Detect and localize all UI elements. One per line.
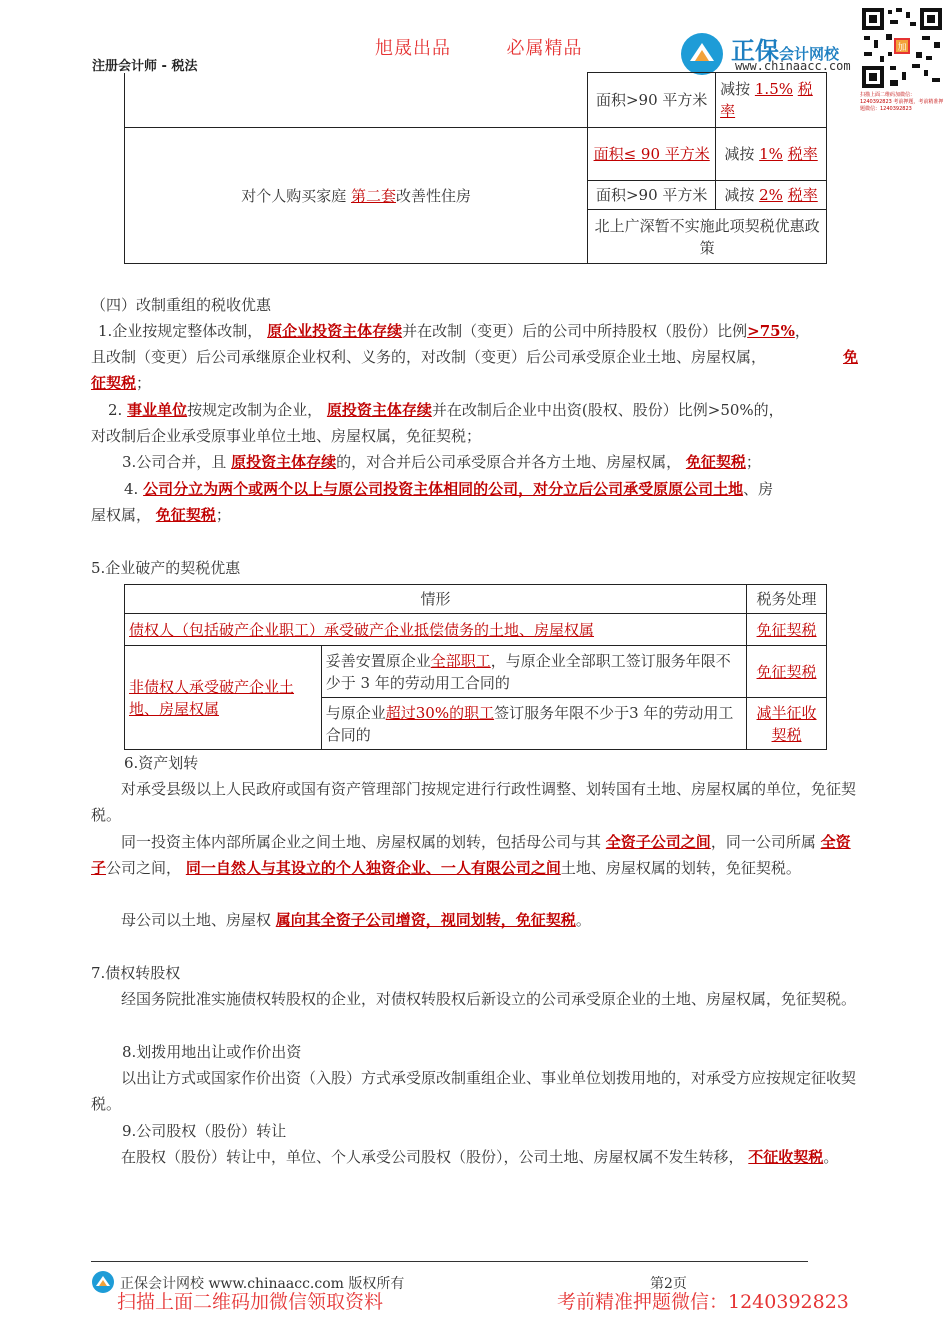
second-home-prefix: 对个人购买家庭 bbox=[241, 186, 347, 205]
paragraph: 以出让方式或国家作价出资（入股）方式承受原改制重组企业、事业单位划拨用地的，对承受方应按规定征收契税。 bbox=[91, 1069, 857, 1113]
column-header: 情形 bbox=[125, 585, 747, 614]
bankruptcy-deed-tax-table bbox=[124, 584, 827, 750]
tax-cell: 免征契税 bbox=[747, 614, 827, 646]
highlight-text: 全资子 bbox=[91, 833, 851, 877]
highlight-text: 属向其全资子公司增资，视同划转，免征契税 bbox=[275, 911, 576, 929]
rate-cell bbox=[716, 181, 827, 210]
rate-suffix: 税率 bbox=[720, 80, 813, 120]
qr-code-icon bbox=[860, 6, 944, 90]
section-heading: 8.划拨用地出让或作价出资 bbox=[122, 1043, 302, 1061]
highlight-text: 原企业投资主体存续 bbox=[267, 322, 403, 340]
logo-name: 正保 bbox=[731, 37, 779, 65]
section-heading: （四）改制重组的税收优惠 bbox=[91, 296, 272, 314]
paragraph: 经国务院批准实施债权转股权的企业，对债权转股权后新设立的公司承受原企业的土地、房屋权属，免征契税。 bbox=[121, 990, 857, 1008]
highlight-text: 全部职工 bbox=[430, 651, 491, 670]
paragraph-line: 屋权属， 免征契税； bbox=[91, 506, 231, 524]
second-home-label-cell bbox=[125, 128, 588, 264]
footer-divider bbox=[91, 1261, 808, 1262]
area-cell: 面积≤ 90 平方米 bbox=[588, 128, 716, 181]
rate-value: 1% bbox=[759, 145, 783, 163]
section-heading: 7.债权转股权 bbox=[91, 964, 181, 982]
logo-sub: 会计网校 bbox=[779, 45, 840, 63]
rate-cell bbox=[716, 73, 827, 128]
qr-center-text: 加 bbox=[897, 43, 907, 53]
paragraph-line: 对改制后企业承受原事业单位土地、房屋权属，免征契税； bbox=[91, 427, 482, 445]
rate-value: 1.5% bbox=[754, 80, 793, 98]
highlight-text: 超过30%的职工 bbox=[385, 703, 495, 722]
paragraph: 在股权（股份）转让中，单位、个人承受公司股权（股份），公司土地、房屋权属不发生转移， 不征收契税。 bbox=[121, 1148, 839, 1166]
condition-cell: 与原企业超过30%的职工签订服务年限不少于3 年的劳动用工合同的 bbox=[321, 698, 746, 750]
paragraph-line: 征契税； bbox=[91, 374, 152, 392]
reduce-label: 减按 bbox=[724, 186, 755, 204]
section-heading: 5.企业破产的契税优惠 bbox=[91, 559, 241, 577]
footer-copyright: 正保会计网校 www.chinaacc.com 版权所有 bbox=[120, 1276, 405, 1292]
area-cell: 面积>90 平方米 bbox=[588, 181, 716, 210]
header-left-title: 旭晟出品 bbox=[375, 38, 451, 59]
paragraph-line: 3.公司合并，且 原投资主体存续的，对合并后公司承受原合并各方土地、房屋权属， 免征契税； bbox=[122, 453, 761, 471]
qr-caption: 扫描上面二维码加微信：1240392823 考前押题，考前精准押题微信：1240392823 bbox=[860, 92, 944, 112]
course-title: 注册会计师 - 税法 bbox=[92, 59, 198, 74]
case-cell: 非债权人承受破产企业土地、房屋权属 bbox=[125, 646, 322, 750]
case-cell: 债权人（包括破产企业职工）承受破产企业抵偿债务的土地、房屋权属 bbox=[125, 614, 747, 646]
header-right-title: 必属精品 bbox=[506, 38, 583, 59]
table-cell-empty bbox=[125, 73, 588, 128]
page-number: 第2页 bbox=[650, 1276, 687, 1292]
policy-note-cell: 北上广深暂不实施此项契税优惠政策 bbox=[588, 210, 827, 264]
paragraph: 同一投资主体内部所属企业之间土地、房屋权属的划转，包括母公司与其 全资子公司之间，同一公司所属 全资子公司之间， 同一自然人与其设立的个人独资企业、一人有限公司之间土地、房屋权属的划转，免征契税。 bbox=[91, 833, 851, 877]
area-cell: 面积>90 平方米 bbox=[588, 73, 716, 128]
second-home-suffix: 改善性住房 bbox=[396, 186, 472, 205]
rate-suffix: 税率 bbox=[787, 145, 818, 163]
paragraph-line: 2. 事业单位按规定改制为企业， 原投资主体存续并在改制后企业中出资(股权、股份）比例>50%的， bbox=[108, 401, 784, 419]
highlight-text: >75% bbox=[747, 322, 795, 340]
section-heading: 9.公司股权（股份）转让 bbox=[122, 1122, 287, 1140]
header-banner bbox=[375, 34, 582, 60]
highlight-text: 公司分立为两个或两个以上与原公司投资主体相同的公司，对分立后公司承受原原公司土地 bbox=[143, 480, 744, 498]
rate-cell bbox=[716, 128, 827, 181]
footer-logo-icon bbox=[92, 1271, 114, 1293]
rate-suffix: 税率 bbox=[787, 186, 818, 204]
paragraph: 对承受县级以上人民政府或国有资产管理部门按规定进行行政性调整、划转国有土地、房屋权属的单位，免征契税。 bbox=[91, 780, 857, 824]
paragraph-line: 4. 公司分立为两个或两个以上与原公司投资主体相同的公司，对分立后公司承受原原公司土地、房 bbox=[124, 480, 774, 498]
highlight-text: 同一自然人与其设立的个人独资企业、一人有限公司之间 bbox=[185, 859, 561, 877]
highlight-text: 原投资主体存续 bbox=[326, 401, 432, 419]
rate-value: 2% bbox=[759, 186, 783, 204]
paragraph-line: 1.企业按规定整体改制， 原企业投资主体存续并在改制（变更）后的公司中所持股权（股份）比例>75%， bbox=[98, 322, 810, 340]
highlight-text: 征契税 bbox=[91, 374, 137, 392]
paragraph: 母公司以土地、房屋权 属向其全资子公司增资，视同划转，免征契税。 bbox=[121, 911, 591, 929]
highlight-text: 事业单位 bbox=[127, 401, 188, 419]
paragraph-line: 且改制（变更）后公司承继原企业权利、义务的，对改制（变更）后公司承受原企业土地、房屋权属， 免 bbox=[91, 344, 858, 370]
highlight-text: 原投资主体存续 bbox=[231, 453, 337, 471]
tax-cell: 减半征收契税 bbox=[747, 698, 827, 750]
reduce-label: 减按 bbox=[724, 145, 755, 163]
deed-tax-housing-table bbox=[124, 72, 827, 264]
logo-url: www.chinaacc.com bbox=[735, 59, 851, 73]
tax-cell: 免征契税 bbox=[747, 646, 827, 698]
reduce-label: 减按 bbox=[720, 80, 751, 98]
highlight-text: 免征契税 bbox=[685, 453, 746, 471]
highlight-text: 免征契税 bbox=[155, 506, 216, 524]
column-header: 税务处理 bbox=[747, 585, 827, 614]
footer-scan-text: 扫描上面二维码加微信领取资料 bbox=[117, 1291, 384, 1313]
second-home-highlight: 第二套 bbox=[351, 186, 397, 205]
highlight-text: 不征收契税 bbox=[748, 1148, 824, 1166]
highlight-text: 全资子公司之间 bbox=[605, 833, 711, 851]
highlight-text: 免 bbox=[842, 348, 858, 366]
chinaacc-logo-icon bbox=[681, 33, 723, 75]
footer-wechat-text: 考前精准押题微信：1240392823 bbox=[557, 1291, 849, 1313]
section-heading: 6.资产划转 bbox=[124, 754, 199, 772]
condition-cell: 妥善安置原企业全部职工，与原企业全部职工签订服务年限不少于 3 年的劳动用工合同的 bbox=[321, 646, 746, 698]
